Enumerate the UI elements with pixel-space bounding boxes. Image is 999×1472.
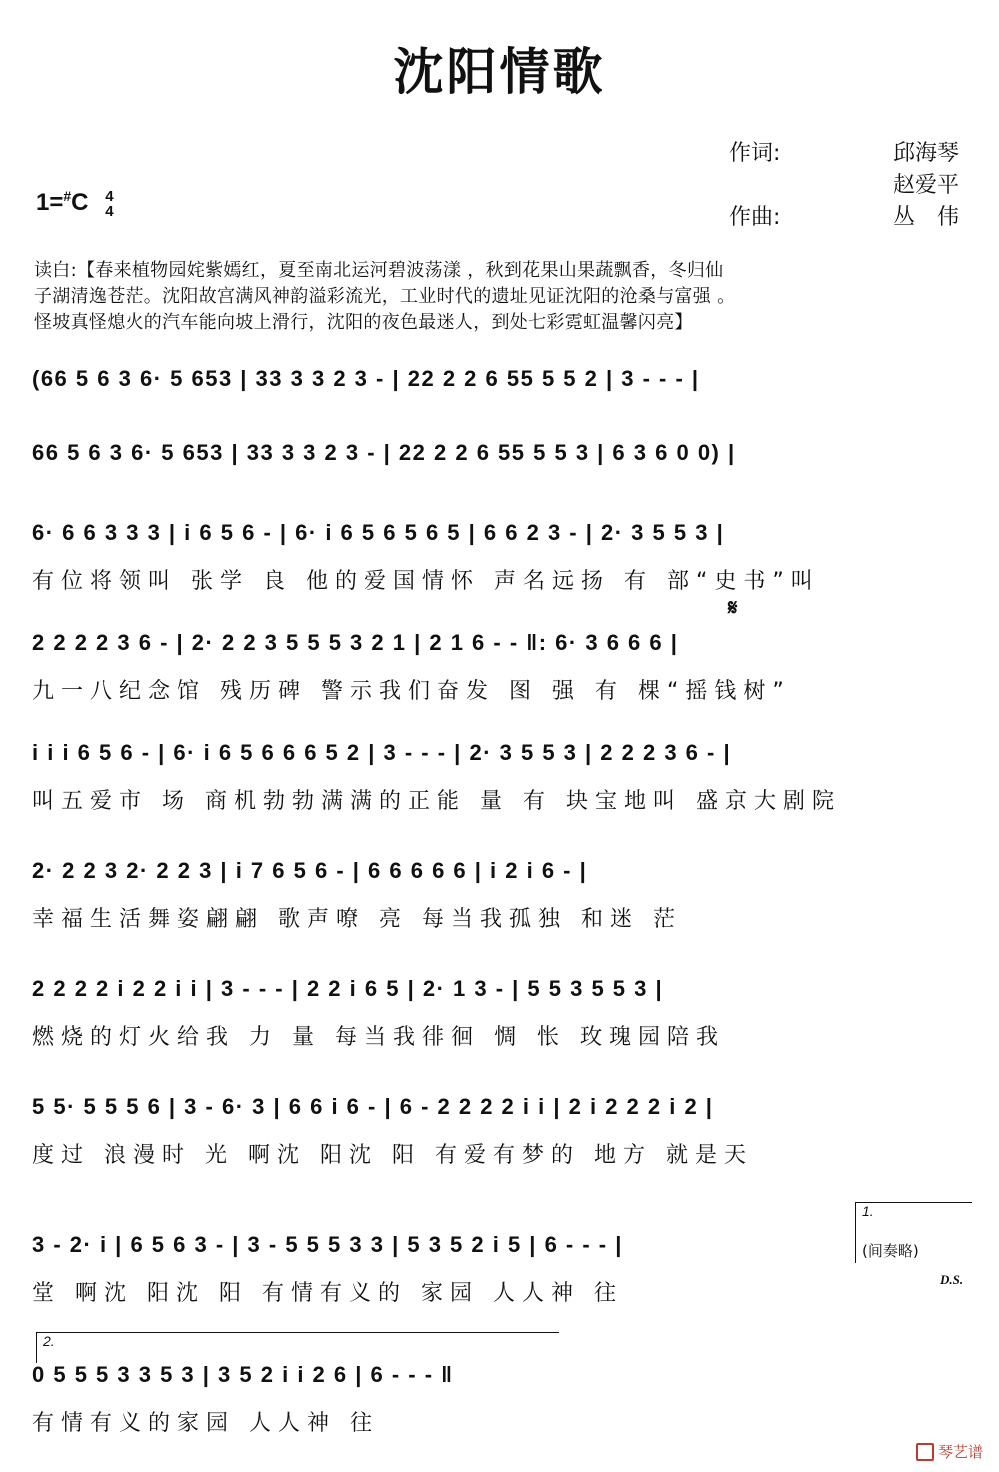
lyricist-name-1: 邱海琴 [892, 141, 959, 166]
second-ending-label: 2. [43, 1333, 55, 1349]
lyrics-row: 九一八纪念馆 残历碑 警示我们奋发 图 强 有 棵“摇钱树” [32, 679, 791, 702]
lyrics-row [32, 410, 967, 438]
time-signature [105, 189, 113, 219]
notation-row: (66 5 6 3 6· 5 653 | 33 3 3 2 3 - | 22 2 2 6 55 5 5 2 | 3 - - - | [32, 366, 700, 391]
dal-segno-mark: D.S. [940, 1272, 964, 1287]
lyrics-row: 度过 浪漫时 光 啊沈 阳沈 阳 有爱有梦的 地方 就是天 [32, 1143, 753, 1166]
lyricist-label: 作词: [729, 141, 781, 166]
time-top: 4 [105, 187, 114, 205]
notation-row: 0 5 5 5 3 3 5 3 | 3 5 2 i i 2 6 | 6 - - - ‖ [32, 1362, 454, 1387]
notation-row: 2· 2 2 3 2· 2 2 3 | i 7 6 5 6 - | 6 6 6 6 6 | i 2 i 6 - | [32, 858, 588, 883]
key-prefix: 1= [36, 189, 64, 216]
score-line-5 [32, 740, 967, 810]
interlude-note: (间奏略) [862, 1242, 919, 1260]
key-signature [36, 188, 114, 219]
key-note: C [71, 189, 89, 216]
lyricist-row [729, 138, 959, 170]
lyrics-row: 有情有义的家园 人人神 往 [32, 1411, 379, 1434]
time-bottom: 4 [105, 202, 114, 220]
credits [729, 138, 959, 234]
lyricist-row-2 [729, 170, 959, 202]
notation-row: 6· 6 6 3 3 3 | i 6 5 6 - | 6· i 6 5 6 5 6 5 | 6 6 2 3 - | 2· 3 5 5 3 | [32, 520, 725, 545]
lyrics-row: 堂 啊沈 阳沈 阳 有情有义的 家园 人人神 往 [32, 1281, 623, 1304]
lyrics-row: 有位将领叫 张学 良 他的爱国情怀 声名远扬 有 部“史书”叫 [32, 569, 820, 592]
score-line-9 [32, 1232, 852, 1302]
notation-row: i i i 6 5 6 - | 6· i 6 5 6 6 6 5 2 | 3 - - - | 2· 3 5 5 3 | 2 2 2 3 6 - | [32, 740, 732, 765]
score-line-10 [32, 1362, 557, 1432]
lyrics-row: 幸福生活舞姿翩翩 歌声嘹 亮 每当我孤独 和迷 茫 [32, 907, 682, 930]
notation-row: 2 2 2 2 3 6 - | 2· 2 2 3 5 5 5 3 2 1 | 2 1 6 - - ‖: 6· 3 6 6 6 | [32, 630, 679, 655]
score-line-2 [32, 440, 967, 510]
spoken-intro-line: 子湖清逸苍茫。沈阳故宫满风神韵溢彩流光，工业时代的遗址见证沈阳的沧桑与富强 。 [34, 286, 736, 307]
logo-text: 琴艺谱 [937, 1443, 983, 1461]
lyrics-row [32, 484, 967, 512]
notation-row: 5 5· 5 5 5 6 | 3 - 6· 3 | 6 6 i 6 - | 6 - 2 2 2 2 i i | 2 i 2 2 2 i 2 | [32, 1094, 714, 1119]
score-line-7 [32, 976, 967, 1046]
lyrics-row: 燃烧的灯火给我 力 量 每当我徘徊 惆 怅 玫瑰园陪我 [32, 1025, 725, 1048]
score-line-4 [32, 630, 967, 700]
lyricist-name-2: 赵爱平 [892, 173, 959, 198]
composer-name: 丛 伟 [892, 205, 959, 230]
notation-row: 2 2 2 2 i 2 2 i i | 3 - - - | 2 2 i 6 5 | 2· 1 3 - | 5 5 3 5 5 3 | [32, 976, 664, 1001]
logo-icon [916, 1443, 934, 1461]
composer-label: 作曲: [729, 205, 781, 230]
second-ending-bracket [36, 1332, 559, 1363]
score-line-8 [32, 1094, 967, 1164]
score-line-1 [32, 366, 967, 436]
spoken-intro-line: 怪坡真怪熄火的汽车能向坡上滑行，沈阳的夜色最迷人，到处七彩霓虹温馨闪亮】 [34, 312, 693, 333]
notation-row: 66 5 6 3 6· 5 653 | 33 3 3 2 3 - | 22 2 2 6 55 5 5 3 | 6 3 6 0 0) | [32, 440, 736, 465]
lyrics-row: 叫五爱市 场 商机勃勃满满的正能 量 有 块宝地叫 盛京大剧院 [32, 789, 841, 812]
score-line-3 [32, 520, 967, 590]
spoken-intro [34, 258, 964, 336]
page-title: 沈阳情歌 [393, 43, 606, 101]
site-logo [916, 1441, 983, 1462]
first-ending-label: 1. [862, 1203, 874, 1219]
score-line-6 [32, 858, 967, 928]
spoken-intro-line: 读白:【春来植物园姹紫嫣红，夏至南北运河碧波荡漾 ，秋到花果山果蔬飘香，冬归仙 [34, 260, 724, 281]
composer-row [729, 202, 959, 234]
notation-row: 3 - 2· i | 6 5 6 3 - | 3 - 5 5 5 3 3 | 5 3 5 2 i 5 | 6 - - - | [32, 1232, 623, 1257]
key-accidental: # [63, 188, 72, 204]
segno-sign: 𝄋 [728, 596, 738, 621]
